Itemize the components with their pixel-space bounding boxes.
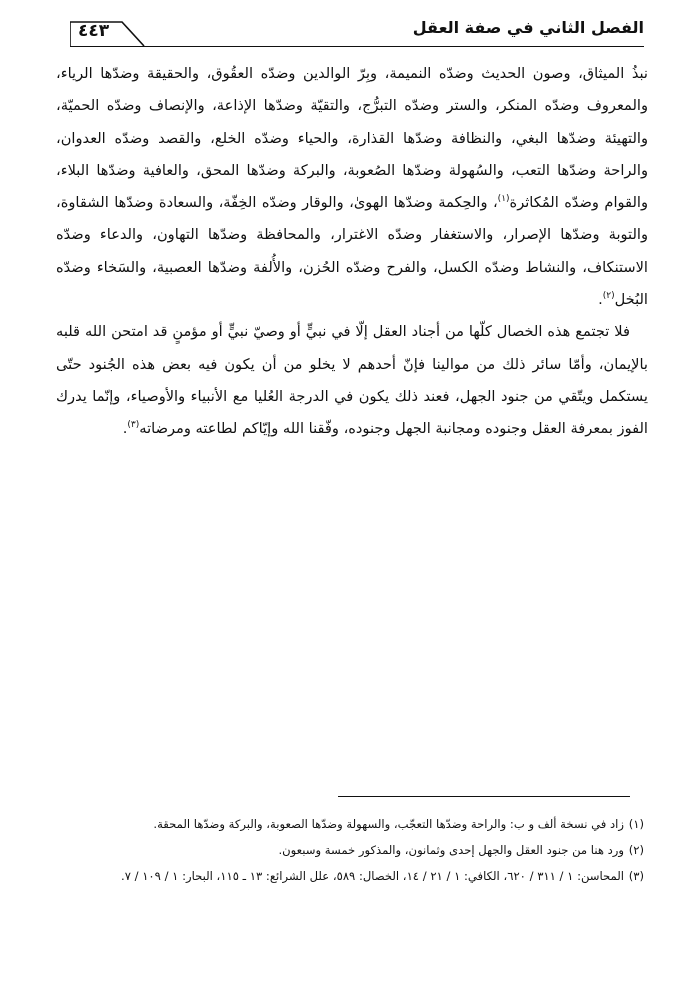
footnote-text: زاد في نسخة ألف و ب: والراحة وضدّها التعجّب، والسهولة وضدّها الصعوبة، والبركة وضدّها المحقة. [153,817,624,831]
footnote [48,812,644,836]
paragraph-text: . [122,420,128,438]
footnote-ref: (٢) [602,291,615,302]
main-text [56,58,648,446]
paragraph-text: نبذُ الميثاق، وصون الحديث وضدّه النميمة، وبِرّ الوالدين وضدّه العقُوق، والحقيقة وضدّها الرياء، والمعروف وضدّه المنكر، والستر وضدّه التبرُّج، والتقيّة وضدّها الإذاعة، والإنصاف وضدّه الحميّة، والتهيئة وضدّها البغي، والنظافة وضدّها القذارة، والحياء وضدّه الخلع، والقصد وضدّه العدوان، والراحة وضدّها التعب، والسُهولة وضدّها الصُعوبة، والبركة وضدّها المحق، والعافية وضدّها البلاء، والقوام وضدّه المُكاثرة [56,65,648,212]
footnote [48,838,644,862]
footnotes [48,812,644,890]
footnote [48,864,644,888]
footnote-ref: (٣) [127,420,140,431]
running-header [70,16,644,50]
chapter-title: الفصل الثاني في صفة العقل [412,18,644,37]
footnote-text: ورد هنا من جنود العقل والجهل إحدى وثمانون، والمذكور خمسة وسبعون. [278,843,624,857]
footnote-ref: (١) [497,194,510,205]
footnote-separator [338,796,630,797]
footnote-number: (٣) [628,869,644,883]
page-number-tab [70,20,146,46]
paragraph-text: . [598,291,603,309]
footnote-number: (٢) [628,843,644,857]
footnote-text: المحاسن: ١ / ٣١١ / ٦٢٠، الكافي: ١ / ٢١ / ١٤، الخصال: ٥٨٩، علل الشرائع: ١٣ ـ ١١٥، البحار: ١ / ١٠٩ / ٧. [121,869,624,883]
paragraph-conclusion [56,316,648,445]
paragraph-text: ، والحِكمة وضدّها الهوىٰ، والوقار وضدّه الخِفّة، والسعادة وضدّها الشقاوة، والتوبة وضدّها الإصرار، والاستغفار وضدّه الاغترار، والمحافظة وضدّها التهاون، والدعاء وضدّه الاستنكاف، والنشاط وضدّه الكسل، والفرح وضدّه الحُزن، والأُلفة وضدّها العصبية، والسَخاء وضدّه البُخل [56,194,648,309]
paragraph-virtues-list [56,58,648,316]
page-number: ٤٤٣ [78,21,110,41]
footnote-number: (١) [628,817,644,831]
paragraph-text: فلا تجتمع هذه الخصال كلّها من أجناد العقل إلّا في نبيٍّ أو وصيّ نبيٍّ أو مؤمنٍ قد امتحن الله قلبه بالإيمان، وأمّا سائر ذلك من موالينا فإنّ أحدهم لا يخلو من أن يكون فيه بعض هذه الجُنود حتّى يستكمل ويتّقي من جنود الجهل، فعند ذلك يكون في الدرجة العُليا مع الأنبياء والأوصياء، وإنّما يدرك الفوز بمعرفة العقل وجنوده ومجانبة الجهل وجنوده، وفّقنا الله وإيّاكم لطاعته ومرضاته [56,323,648,438]
header-rule [70,46,644,47]
